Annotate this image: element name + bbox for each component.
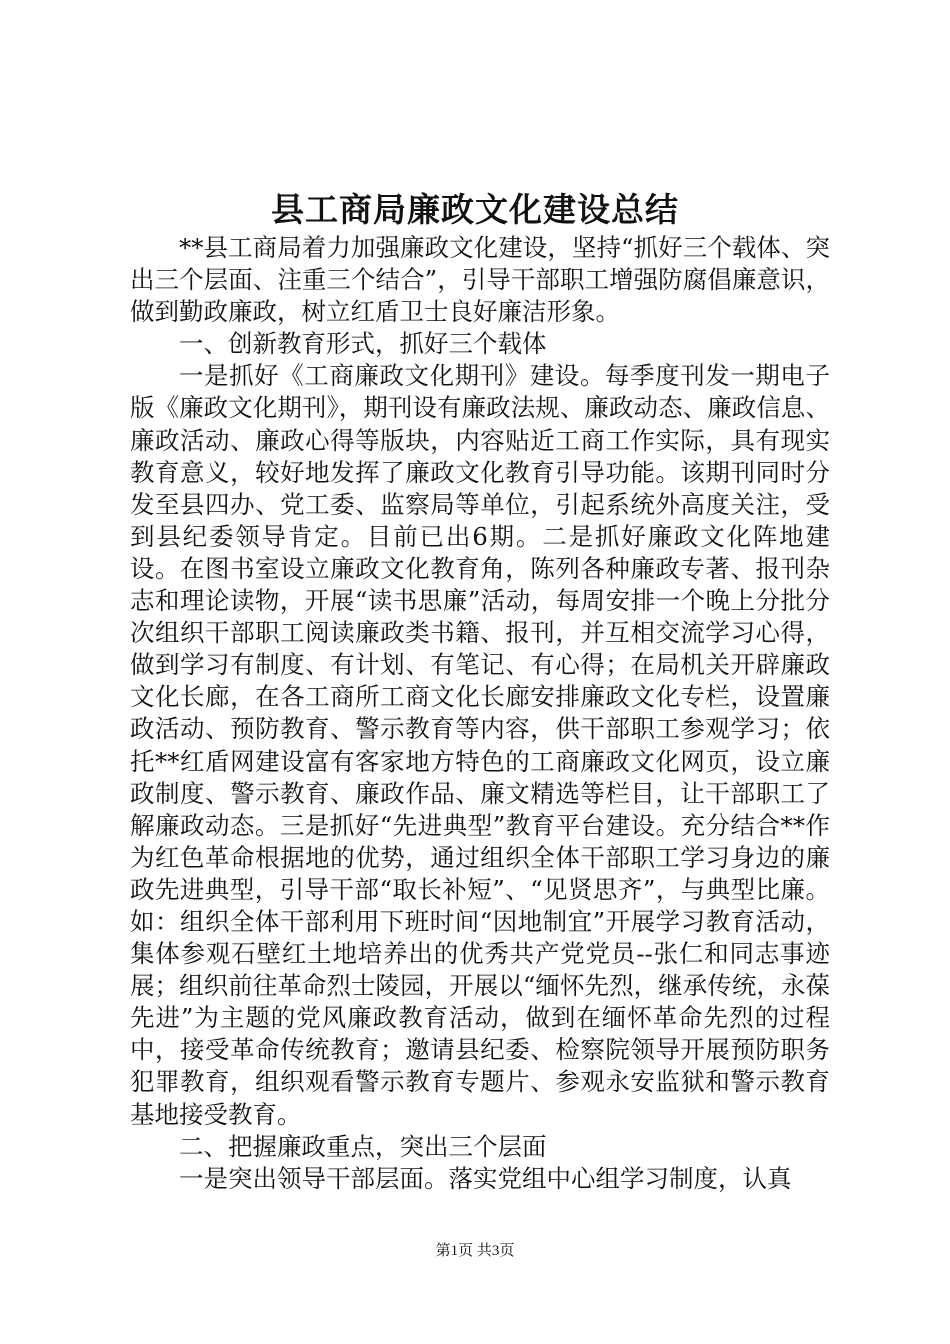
section-heading-2: 二、把握廉政重点，突出三个层面 <box>179 1131 547 1161</box>
section-1-paragraph: 一是抓好《工商廉政文化期刊》建设。每季度刊发一期电子版《廉政文化期刊》，期刊设有廉政法规、廉政动态、廉政信息、廉政活动、廉政心得等版块，内容贴近工商工作实际，具有现实教育意义，较好地发挥了廉政文化教育引导功能。该期刊同时分发至县四办、党工委、监察局等单位，引起系统外高度关注，受到县纪委领导肯定。目前已出6期。二是抓好廉政文化阵地建设。在图书室设立廉政文化教育角，陈列各种廉政专著、报刊杂志和理论读物，开展“读书思廉”活动，每周安排一个晚上分批分次组织干部职工阅读廉政类书籍、报刊，并互相交流学习心得，做到学习有制度、有计划、有笔记、有心得；在局机关开辟廉政文化长廊，在各工商所工商文化长廊安排廉政文化专栏，设置廉政活动、预防教育、警示教育等内容，供干部职工参观学习；依托**红盾网建设富有客家地方特色的工商廉政文化网页，设立廉政制度、警示教育、廉政作品、廉文精选等栏目，让干部职工了解廉政动态。三是抓好“先进典型”教育平台建设。充分结合**作为红色革命根据地的优势，通过组织全体干部职工学习身边的廉政先进典型，引导干部“取长补短”、“见贤思齐”，与典型比廉。如：组织全体干部利用下班时间“因地制宜”开展学习教育活动，集体参观石壁红土地培养出的优秀共产党党员--张仁和同志事迹展；组织前往革命烈士陵园，开展以“缅怀先烈，继承传统，永葆先进”为主题的党风廉政教育活动，做到在缅怀革命先烈的过程中，接受革命传统教育；邀请县纪委、检察院领导开展预防职务犯罪教育，组织观看警示教育专题片、参观永安监狱和警示教育基地接受教育。 <box>130 361 830 1129</box>
intro-paragraph: **县工商局着力加强廉政文化建设，坚持“抓好三个载体、突出三个层面、注重三个结合”，引导干部职工增强防腐倡廉意识，做到勤政廉政，树立红盾卫士良好廉洁形象。 <box>130 233 830 327</box>
section-2-paragraph: 一是突出领导干部层面。落实党组中心组学习制度，认真 <box>179 1163 792 1193</box>
document-body <box>130 232 830 1195</box>
section-heading-1: 一、创新教育形式，抓好三个载体 <box>179 329 547 359</box>
page-number-footer: 第1页 共3页 <box>435 1243 515 1259</box>
document-title: 县工商局廉政文化建设总结 <box>271 190 679 229</box>
